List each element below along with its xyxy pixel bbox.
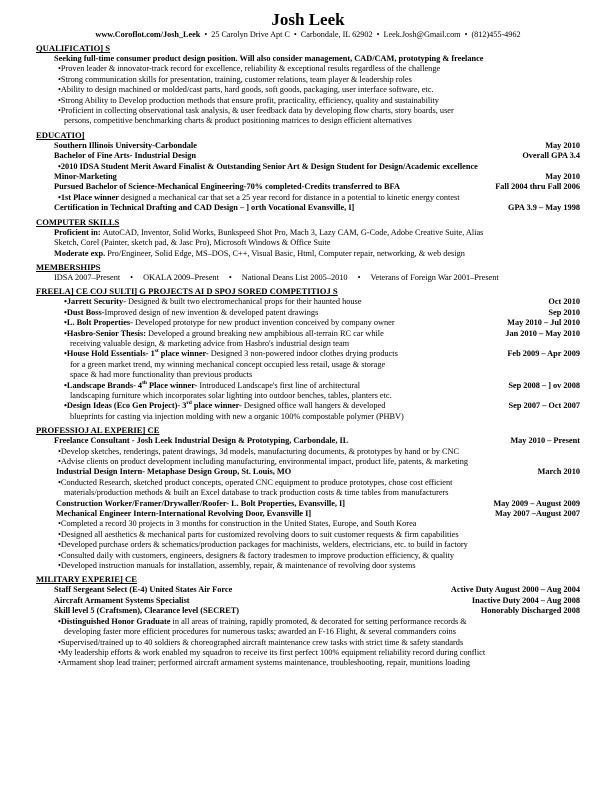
- list-item: •Designed all aesthetics & mechanical parts for customized revolving doors to suit customer requests & firm capabilities: [58, 529, 459, 539]
- project-item-continued: space & had more functionality than previous products: [70, 370, 253, 380]
- winner-line: •1st Place winner designed a mechanical car that set a 25 year record for distance in a potential to kinetic energy contest: [58, 192, 460, 202]
- memberships-section: [36, 262, 580, 283]
- list-item: •Develop sketches, renderings, patent drawings, 3d models, manufacturing documents, & prototypes by hand or by CNC: [58, 446, 460, 456]
- list-item: •Conducted Research, sketched product concepts, operated CNC equipment to produce prototypes, chose cost efficient: [58, 477, 453, 487]
- section-title: EDUCATIO]: [36, 129, 85, 140]
- award-line: •2010 IDSA Student Merit Award Finalist & Outstanding Senior Art & Design Student for Design/Academic excellence: [58, 161, 478, 171]
- project-item: •Dust Boss-Improved design of new invention & developed patent drawings Sep 2010: [64, 307, 580, 317]
- project-item-continued: blueprints for casting via injection molding with new a organic 100% compostable polymer (PHBV): [70, 411, 404, 421]
- list-item: •Strong Ability to Develop production methods that ensure profit, practicality, efficiency, quality and sustainability: [58, 95, 439, 105]
- memberships-list: IDSA 2007–Present • OKALA 2009–Present • National Deans List 2005–2010 • Veterans of Foreign War 2001–Present: [54, 272, 499, 282]
- list-item: •Proven leader & innovator-track record for excellence, reliability & exceptional results regardless of the challenge: [58, 64, 441, 74]
- project-item: •Jarrett Security- Designed & built two electromechanical props for their haunted house Oct 2010: [64, 297, 580, 307]
- list-item: •Developed instruction manuals for installation, assembly, repair, & maintenance of revolving door systems: [58, 561, 416, 571]
- phone: (812)455-4962: [471, 30, 521, 39]
- list-item: •Ability to design machined or molded/cast parts, hard goods, soft goods, packaging, user interface software, etc.: [58, 85, 434, 95]
- qualifications-section: [36, 43, 580, 127]
- project-item: •L. Bolt Properties- Developed prototype for new product invention conceived by company owner May 2010 – Jul 2010: [64, 318, 580, 328]
- list-item: •Armament shop lead trainer; performed aircraft armament systems maintenance, troubleshooting, repair, munitions loading: [58, 658, 470, 668]
- project-item-continued: landscaping furniture which incorporates solar lighting into outdoor benches, tables, planters etc.: [70, 390, 392, 400]
- military-section: [36, 574, 580, 668]
- clearance-row: Skill level 5 (Craftsmen), Clearance level (SECRET) Honorably Discharged 2008: [54, 606, 580, 616]
- resume-page: [36, 10, 580, 669]
- list-item: •Strong communication skills for presentation, training, customer relations, team player & leadership roles: [58, 74, 412, 84]
- list-item: •My leadership efforts & work enabled my squadron to receive its first perfect 100% equipment reliability record during conflict: [58, 647, 486, 657]
- job-row: Mechanical Engineer Intern-International Revolving Door, Evansville I] May 2007 –August 2007: [56, 509, 580, 519]
- job-row: Construction Worker/Framer/Drywaller/Roofer- L. Bolt Properties, Evansville, I] May 2009 – August 2009: [56, 498, 580, 508]
- portfolio-link[interactable]: www.Coroflot.com/Josh_Leek: [95, 30, 201, 39]
- contact-line: www.Coroflot.com/Josh_Leek • 25 Carolyn Drive Apt C • Carbondale, IL 62902 • Leek.Josh@Gmail.com • (812)455-4962: [95, 30, 521, 39]
- minor-row: Minor-Marketing May 2010: [54, 172, 580, 182]
- proficient-line-continued: Sketch, Corel (Painter, sketch pad, & Jasc Pro), Microsoft Windows & Office Suite: [54, 238, 331, 248]
- honor-line: •Distinguished Honor Graduate in all areas of training, rapidly promoted, & decorated for setting performance records &: [58, 616, 467, 626]
- job-row: Industrial Design Intern- Metaphase Design Group, St. Louis, MO March 2010: [56, 467, 580, 477]
- job-row: Freelance Consultant - Josh Leek Industrial Design & Prototyping, Carbondale, IL May 2010 – Present: [54, 436, 580, 446]
- candidate-name: Josh Leek: [271, 10, 345, 29]
- degree-row: Bachelor of Fine Arts- Industrial Design Overall GPA 3.4: [54, 151, 580, 161]
- education-section: [36, 130, 580, 214]
- freelance-section: [36, 286, 580, 422]
- role-row: Aircraft Armament Systems Specialist Inactive Duty 2004 – Aug 2008: [54, 595, 580, 605]
- project-item: •Design Ideas (Eco Gen Project)- 3rd place winner- Designed office wall hangers & developed Sep 2007 – Oct 2007: [64, 400, 580, 411]
- proficient-line: Proficient in: AutoCAD, Inventor, Solid Works, Bunkspeed Shot Pro, Mach 3, Lazy CAM, G-Code, Adobe Creative Suite, Alias: [54, 227, 484, 237]
- section-title: MILITARY EXPERIE] CE: [36, 574, 137, 585]
- honor-line-continued: developing faster more efficient procedures for numerous tasks; awarded an F-16 Flight, & several commanders coins: [64, 627, 456, 637]
- list-item: •Supervised/trained up to 40 soldiers & choreographed aircraft maintenance crew tasks with strict time & safety standards: [58, 637, 464, 647]
- list-item-continued: materials/production methods & built an Excel database to track production costs & time tables from manufacturers: [64, 488, 449, 498]
- objective: Seeking full-time consumer product design position. Will also consider management, CAD/CAM, prototyping & freelance: [54, 54, 484, 63]
- certification-row: Certification in Technical Drafting and CAD Design – ] orth Vocational Evansville, I] GPA 3.9 – May 1998: [54, 203, 580, 213]
- project-item-continued: receiving valuable design, & marketing advice from Hasbro's industrial design team: [70, 338, 350, 348]
- skills-section: [36, 217, 580, 259]
- membership-item: National Deans List 2005–2010: [241, 272, 348, 282]
- project-item: •House Hold Essentials- 1st place winner- Designed 3 non-powered indoor clothes drying products Feb 2009 – Apr 2009: [64, 348, 580, 359]
- project-item: •Landscape Brands- 4th Place winner- Introduced Landscape's first line of architectural Sep 2008 – ] ov 2008: [64, 379, 580, 390]
- membership-item: Veterans of Foreign War 2001–Present: [370, 272, 499, 282]
- section-title: PROFESSIOJ AL EXPERIE] CE: [36, 425, 160, 436]
- membership-item: IDSA 2007–Present: [54, 272, 121, 282]
- rank-row: Staff Sergeant Select (E-4) United States Air Force Active Duty August 2000 – Aug 2004: [54, 585, 580, 595]
- professional-section: [36, 425, 580, 571]
- section-title: FREELA] CE COJ SULTI] G PROJECTS AI D SPOJ SORED COMPETITIOJ S: [36, 286, 338, 297]
- project-item: •Hasbro-Senior Thesis: Developed a ground breaking new amphibious all-terrain RC car while Jan 2010 – May 2010: [64, 328, 580, 338]
- membership-item: OKALA 2009–Present: [143, 272, 219, 282]
- email[interactable]: Leek.Josh@Gmail.com: [383, 30, 461, 39]
- list-item-continued: persons, competitive benchmarking charts & product positioning matrices to design efficient alternatives: [64, 116, 412, 126]
- list-item: •Completed a record 30 projects in 3 months for construction in the United States, Europe, and South Korea: [58, 519, 417, 529]
- list-item: •Consulted daily with customers, engineers, designers & factory tradesmen to improve production efficiency, & quality: [58, 550, 454, 560]
- list-item: •Developed purchase orders & schematics/production packages for machinists, welders, electricians, etc. to build in factory: [58, 540, 468, 550]
- street-address: 25 Carolyn Drive Apt C: [211, 30, 290, 39]
- project-item-continued: for a green market trend, my winning mechanical concept occupied less retail, usage & storage: [70, 359, 386, 369]
- school-row: Southern Illinois University-Carbondale May 2010: [54, 140, 580, 150]
- section-title: COMPUTER SKILLS: [36, 216, 120, 227]
- section-title: MEMBERSHIPS: [36, 261, 101, 272]
- list-item: •Proficient in collecting observational task analysis, & user feedback data by developing flow charts, story boards, user: [58, 106, 454, 116]
- section-title: QUALIFICATIO] S: [36, 43, 111, 53]
- city-state: Carbondale, IL 62902: [300, 30, 373, 39]
- pursued-row: Pursued Bachelor of Science-Mechanical Engineering-70% completed-Credits transferred to BFA Fall 2004 thru Fall 2006: [54, 182, 580, 192]
- moderate-line: Moderate exp. Pro/Engineer, Solid Edge, MS–DOS, C++, Visual Basic, Html, Computer repair, networking, & web design: [54, 248, 465, 258]
- list-item: •Advise clients on product development including manufacturing, environmental impact, product life, patents, & marketing: [58, 457, 469, 466]
